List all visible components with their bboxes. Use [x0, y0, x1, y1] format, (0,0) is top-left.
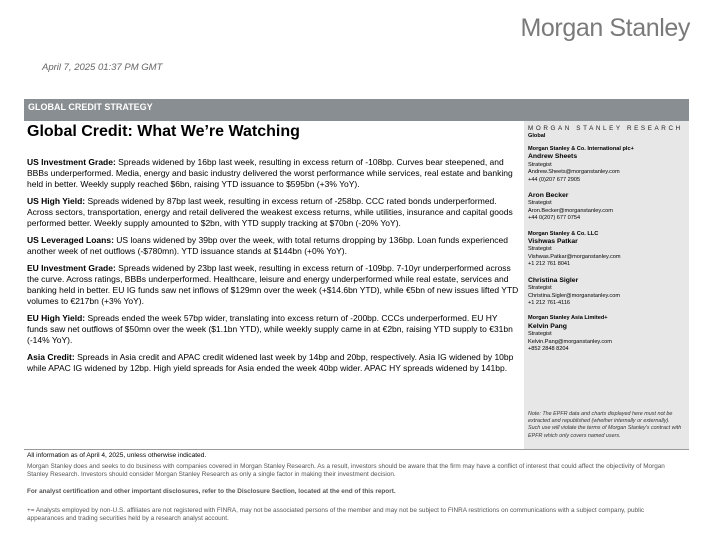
analyst-firm: Morgan Stanley & Co. International plc+	[528, 146, 634, 152]
analyst-card	[528, 277, 685, 308]
paragraph-us-hy	[27, 196, 520, 229]
certification-note: For analyst certification and other important disclosures, refer to the Disclosure Section, located at the end of this report.	[27, 488, 396, 495]
analyst-role: Strategist	[528, 200, 552, 207]
epfr-note: Note: The EPFR data and charts displayed here must not be extracted and republished (whether internally or externally). Such use will violate the terms of Morgan Stanley's contract with EPFR which only covers named users.	[528, 411, 682, 439]
analyst-email-link[interactable]: Kelvin.Pang@morganstanley.com	[528, 338, 612, 345]
paragraph-body: Spreads ended the week 57bp wider, translating into excess return of -200bp. CCCs underperformed. EU HY funds saw net outflows of $50mn over the week ($1.1bn YTD), while weekly supply came in at €2bn, raising YTD supply to €31bn (-14% YoY).	[27, 313, 513, 345]
paragraph-body: Spreads widened by 87bp last week, resulting in excess return of -258bp. CCC rated bonds underperformed. Across sectors, transportation, energy and retail delivered the weakest excess returns, while utilities, insurance and capital goods performed better. Weekly supply amounted to $2bn, with YTD supply tracking at $70bn (-20% YoY).	[27, 196, 513, 228]
analyst-name: Vishwas Patkar	[528, 238, 578, 246]
analyst-name: Andrew Sheets	[528, 153, 578, 161]
analyst-card	[528, 192, 685, 223]
analyst-role: Strategist	[528, 246, 552, 253]
paragraph-eu-hy	[27, 313, 520, 346]
main-content	[27, 121, 520, 380]
analyst-phone: +44 (0)207 677 2905	[528, 176, 581, 183]
analyst-email-link[interactable]: Andrew.Sheets@morganstanley.com	[528, 169, 620, 176]
paragraph-lead: Asia Credit:	[27, 352, 75, 362]
paragraph-body: Spreads widened by 23bp last week, resulting in excess return of -109bp. 7-10yr underperformed across the curve. Across ratings, BBBs underperformed. Healthcare, leisure and energy underperformed while real estate, services and banking held in better. EU IG funds saw net inflows of $129mn over the week (+$14.6bn YTD), while €5bn of new issues lifted YTD volumes to €217bn (+3% YoY).	[27, 263, 519, 306]
as-of-note: All information as of April 4, 2025, unless otherwise indicated.	[27, 452, 207, 459]
finra-note: += Analysts employed by non-U.S. affiliates are not registered with FINRA, may not be associated persons of the member and may not be subject to FINRA restrictions on communications with a subject company, public appearances and trading securities held by a research analyst account.	[27, 507, 645, 523]
section-band: GLOBAL CREDIT STRATEGY	[24, 99, 689, 121]
paragraph-body: Spreads in Asia credit and APAC credit widened last week by 14bp and 20bp, respectively. Asia IG widened by 10bp while APAC IG widened by 12bp. High yield spreads for Asia ended the week 40bp wider. APAC HY spreads widened by 141bp.	[27, 352, 514, 373]
paragraph-lead: EU High Yield:	[27, 313, 86, 323]
analyst-card	[528, 231, 685, 269]
analyst-sidebar	[524, 121, 689, 449]
analyst-role: Strategist	[528, 161, 552, 168]
paragraph-body: US loans widened by 39bp over the week, with total returns dropping by 136bp. Loan funds experienced another week of net outflows (-$780mn). YTD issuance stands at $144bn (+0% YoY).	[27, 235, 509, 256]
analyst-firm: Morgan Stanley Asia Limited+	[528, 315, 608, 322]
analyst-name: Christina Sigler	[528, 276, 579, 284]
analyst-email-link[interactable]: Christina.Sigler@morganstanley.com	[528, 292, 621, 299]
paragraph-lead: US Leveraged Loans:	[27, 235, 114, 245]
morgan-stanley-logo: Morgan Stanley	[520, 14, 690, 42]
report-title: Global Credit: What We’re Watching	[27, 123, 300, 140]
analyst-phone: +1 212 761 8041	[528, 261, 571, 268]
paragraph-us-loans	[27, 235, 520, 257]
paragraph-lead: US High Yield:	[27, 196, 86, 206]
analyst-card	[528, 146, 685, 184]
analyst-role: Strategist	[528, 331, 552, 338]
paragraph-asia-credit	[27, 352, 520, 374]
analyst-phone: +852 2848 8204	[528, 345, 569, 352]
paragraph-eu-ig	[27, 263, 520, 307]
analyst-name: Kelvin Pang	[528, 322, 567, 330]
analyst-name: Aron Becker	[528, 192, 569, 200]
analyst-email-link[interactable]: Aron.Becker@morganstanley.com	[528, 207, 613, 214]
paragraph-lead: US Investment Grade:	[27, 157, 116, 167]
conflict-disclaimer: Morgan Stanley does and seeks to do business with companies covered in Morgan Stanley Research. As a result, investors should be aware that the firm may have a conflict of interest that could affect the objectivity of Morgan Stanley Research. Investors should consider Morgan Stanley Research as only a single factor in making their investment decision.	[27, 463, 665, 479]
analyst-firm: Morgan Stanley & Co. LLC	[528, 230, 599, 237]
analyst-role: Strategist	[528, 285, 552, 292]
paragraph-us-ig	[27, 157, 520, 190]
research-region: Global	[528, 133, 546, 139]
paragraph-lead: EU Investment Grade:	[27, 263, 116, 273]
paragraph-body: Spreads widened by 16bp last week, resulting in excess return of -108bp. Curves bear steepened, and BBBs underperformed. Media, energy and basic industry delivered the worst performance while services, real estate and banking held in better. Weekly supply reached $6bn, raising YTD issuance to $595bn (+3% YoY).	[27, 157, 513, 189]
analyst-email-link[interactable]: Vishwas.Patkar@morganstanley.com	[528, 253, 621, 260]
analyst-phone: +1 212 761-4116	[528, 299, 571, 306]
analyst-card	[528, 315, 685, 353]
research-header: MORGAN STANLEY RESEARCH	[528, 125, 683, 132]
publish-date: April 7, 2025 01:37 PM GMT	[42, 62, 163, 73]
footer-divider	[24, 449, 689, 450]
analyst-phone: +44 0(207) 677 0754	[528, 215, 581, 222]
